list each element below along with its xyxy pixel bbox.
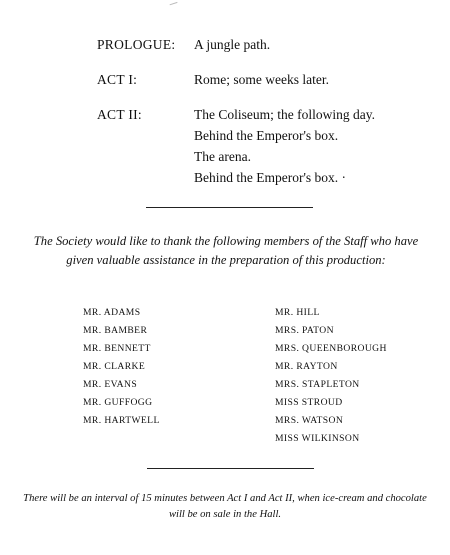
staff-name: MR. RAYTON xyxy=(275,361,338,372)
scene-row-prologue xyxy=(97,34,427,55)
scene-place: Rome; some weeks later. xyxy=(194,72,329,87)
scene-places xyxy=(194,34,427,55)
staff-name: MISS WILKINSON xyxy=(275,433,360,444)
divider-top xyxy=(146,207,313,208)
scene-places xyxy=(194,104,427,188)
staff-name: MR. BAMBER xyxy=(83,325,148,336)
staff-name: MRS. STAPLETON xyxy=(275,379,360,390)
staff-name: MR. BENNETT xyxy=(83,343,151,354)
staff-name: MR. CLARKE xyxy=(83,361,146,372)
staff-list-left xyxy=(83,304,160,430)
staff-name: MR. HARTWELL xyxy=(83,415,160,426)
divider-bottom xyxy=(147,468,314,469)
staff-name: MR. EVANS xyxy=(83,379,138,390)
scene-place: A jungle path. xyxy=(194,37,271,52)
scene-place: The arena. xyxy=(194,149,251,164)
stray-mark xyxy=(170,2,179,8)
scene-row-act-1 xyxy=(97,69,427,90)
acknowledgement-text: The Society would like to thank the following members of the Staff who have given valuable assistance in the preparation of this production: xyxy=(33,234,419,267)
staff-name: MISS STROUD xyxy=(275,397,343,408)
scene-label: ACT II: xyxy=(97,107,142,122)
staff-name: MR. HILL xyxy=(275,307,320,318)
staff-name: MR. GUFFOGG xyxy=(83,397,153,408)
scene-place: The Coliseum; the following day. xyxy=(194,107,375,122)
staff-name: MRS. QUEENBOROUGH xyxy=(275,343,387,354)
staff-name: MRS. PATON xyxy=(275,325,334,336)
scene-row-act-2 xyxy=(97,104,427,188)
staff-name: MR. ADAMS xyxy=(83,307,141,318)
interval-note: There will be an interval of 15 minutes between Act I and Act II, when ice-cream and chocolate will be on sale in the Hall. xyxy=(23,493,427,520)
staff-name: MRS. WATSON xyxy=(275,415,344,426)
staff-list-right xyxy=(275,304,387,448)
scene-list xyxy=(97,34,427,202)
scene-places xyxy=(194,69,427,90)
scene-place: Behind the Emperor's box. xyxy=(194,128,339,143)
scene-label: PROLOGUE: xyxy=(97,37,176,52)
scene-place: Behind the Emperor's box. · xyxy=(194,170,347,185)
scene-label: ACT I: xyxy=(97,72,138,87)
